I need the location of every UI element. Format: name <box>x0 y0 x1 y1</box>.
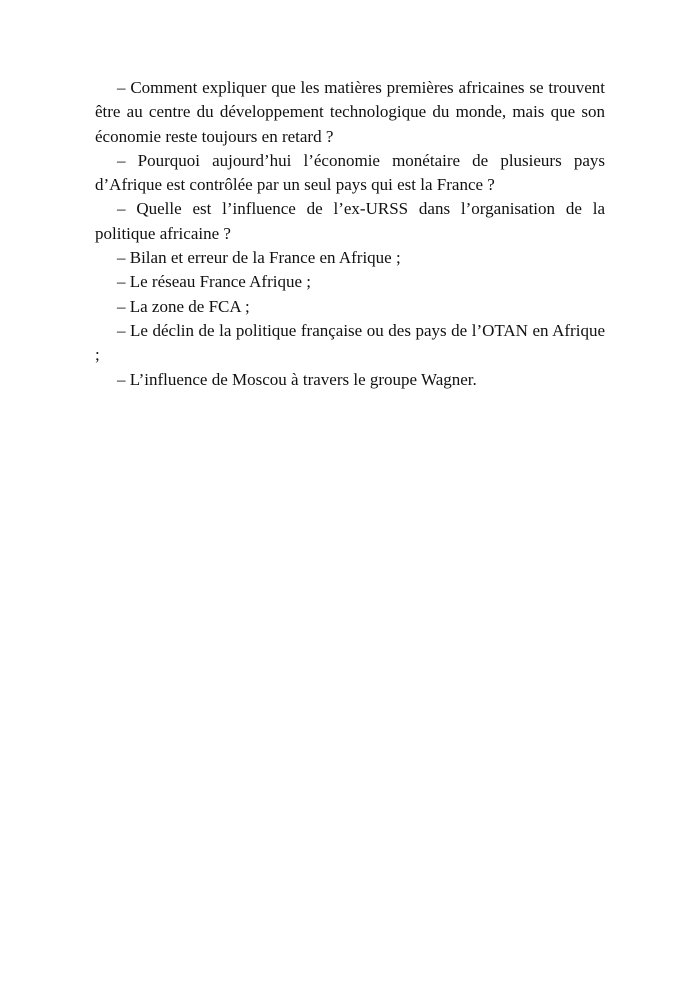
list-item-zone-fca: – La zone de FCA ; <box>117 296 250 316</box>
list-item-reseau-france-afrique: – Le réseau France Afrique ; <box>117 272 311 292</box>
list-item-bilan-france: – Bilan et erreur de la France en Afrique ; <box>117 248 401 268</box>
paragraph-ussr-influence-question: – Quelle est l’influence de l’ex-URSS dans l’organisation de la politique africaine ? <box>95 199 605 243</box>
paragraph-monetary-economy-question: – Pourquoi aujourd’hui l’économie monétaire de plusieurs pays d’Afrique est contrôlée par un seul pays qui est la France ? <box>95 150 605 195</box>
list-item-influence-moscou: – L’influence de Moscou à travers le groupe Wagner. <box>117 369 477 389</box>
list-item-declin-politique: – Le déclin de la politique française ou des pays de l’OTAN en Afrique ; <box>95 320 605 365</box>
paragraph-raw-materials-question: – Comment expliquer que les matières premières africaines se trouvent être au centre du développement technologique du monde, mais que son économie reste toujours en retard ? <box>95 78 605 146</box>
body-text <box>95 76 605 392</box>
